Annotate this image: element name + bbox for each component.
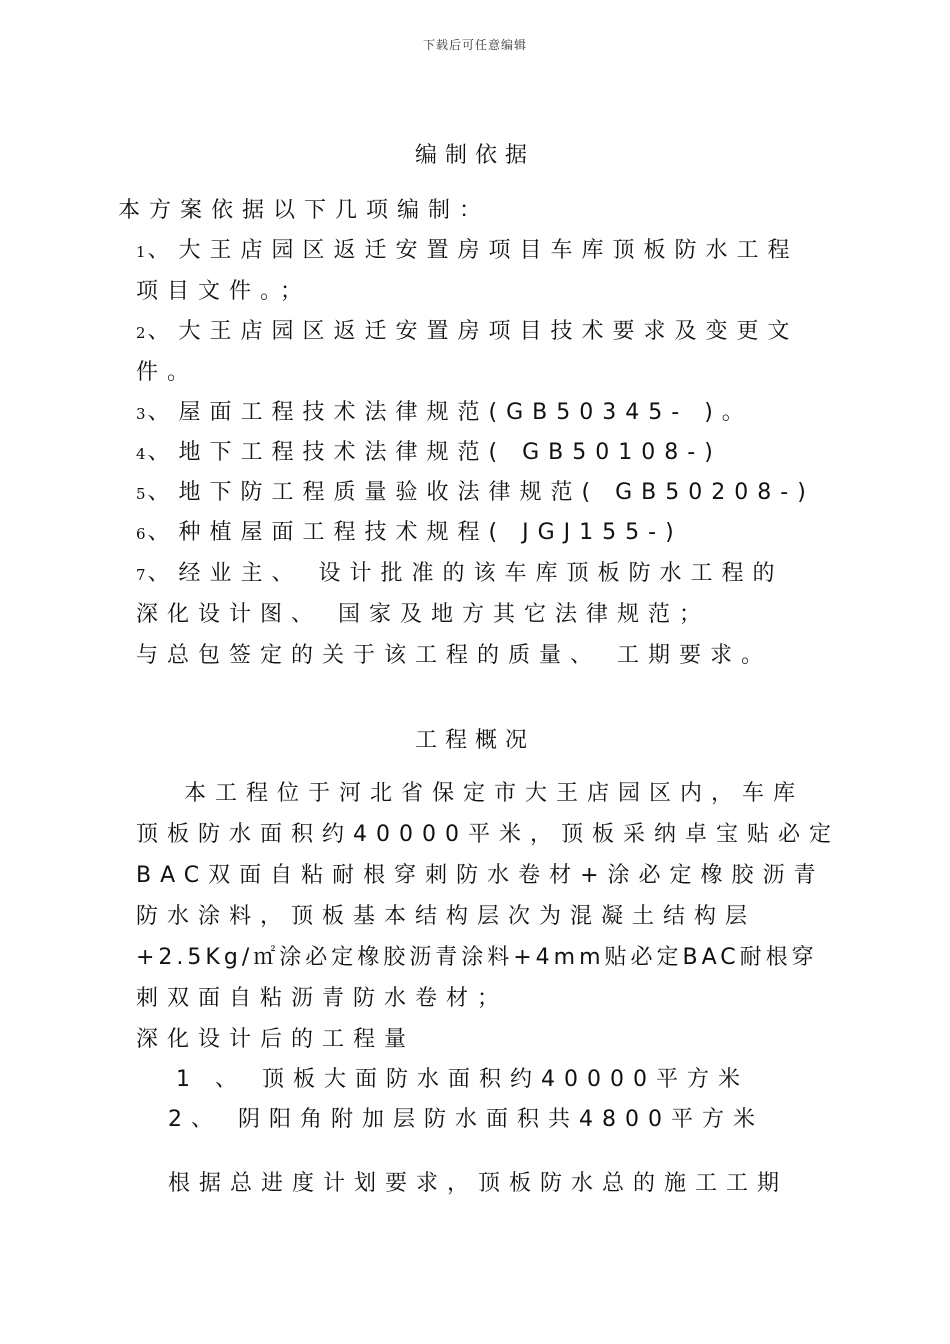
item-number: 2 — [136, 324, 148, 342]
basis-item-4 — [136, 435, 722, 466]
item-text: 、种植屋面工程技术规程( JGJ155-) — [147, 520, 683, 545]
item-text: 、屋面工程技术法律规范(GB50345- )。 — [147, 400, 753, 425]
overview-line-6: 刺双面自粘沥青防水卷材； — [136, 986, 509, 1011]
item-number: 3 — [136, 405, 148, 423]
basis-item-6 — [136, 515, 683, 546]
basis-intro: 本方案依据以下几项编制： — [118, 198, 491, 223]
basis-item-5 — [136, 475, 815, 506]
basis-item-3 — [136, 395, 753, 426]
basis-item-8: 与总包签定的关于该工程的质量、 工期要求。 — [136, 643, 772, 668]
overview-line-5: +2.5Kg/㎡涂必定橡胶沥青涂料+4mm贴必定BAC耐根穿 — [136, 945, 818, 970]
item-text: 、地下工程技术法律规范( GB50108-) — [147, 440, 722, 465]
section-title-basis: 编制依据 — [414, 143, 535, 168]
item-number: 6 — [136, 525, 148, 543]
basis-item-2-cont: 件。 — [136, 360, 199, 385]
item-number: 1 — [136, 243, 148, 261]
basis-item-1 — [136, 233, 799, 264]
quantity-item-2: 2、 阴阳角附加层防水面积共4800平方米 — [168, 1107, 764, 1132]
quantity-item-1: 1 、 顶板大面防水面积约40000平方米 — [176, 1067, 749, 1092]
quantity-heading: 深化设计后的工程量 — [136, 1027, 416, 1052]
overview-line-3: BAC双面自粘耐根穿刺防水卷材+涂必定橡胶沥青 — [136, 863, 825, 888]
schedule-line: 根据总进度计划要求，顶板防水总的施工工期 — [168, 1171, 789, 1196]
section-title-overview: 工程概况 — [414, 728, 535, 753]
item-number: 7 — [136, 566, 148, 584]
basis-item-7 — [136, 556, 784, 587]
item-number: 5 — [136, 485, 148, 503]
overview-line-2: 顶板防水面积约40000平米，顶板采纳卓宝贴必定 — [136, 822, 840, 847]
item-number: 4 — [136, 445, 148, 463]
item-text: 、经业主、 设计批准的该车库顶板防水工程的 — [147, 561, 784, 586]
item-text: 、地下防工程质量验收法律规范( GB50208-) — [147, 480, 815, 505]
basis-item-1-cont: 项目文件。； — [136, 279, 312, 304]
overview-line-1: 本工程位于河北省保定市大王店园区内，车库 — [184, 781, 805, 806]
header-note: 下载后可任意编辑 — [422, 38, 527, 52]
item-text: 、大王店园区返迁安置房项目技术要求及变更文 — [147, 319, 799, 344]
basis-item-7-cont: 深化设计图、 国家及地方其它法律规范； — [136, 602, 710, 627]
basis-item-2 — [136, 314, 799, 345]
item-text: 、大王店园区返迁安置房项目车库顶板防水工程 — [147, 238, 799, 263]
overview-line-4: 防水涂料，顶板基本结构层次为混凝土结构层 — [136, 904, 757, 929]
